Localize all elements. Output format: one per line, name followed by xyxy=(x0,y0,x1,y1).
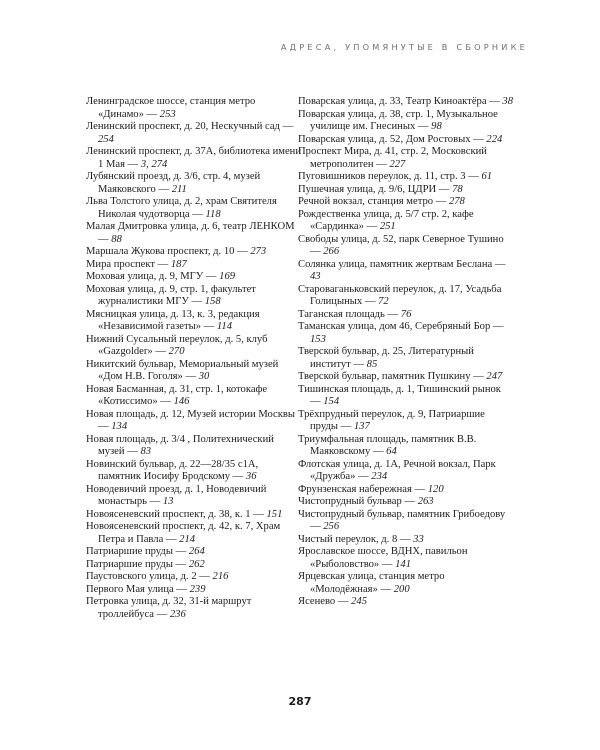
entry-pages: 245 xyxy=(351,596,367,607)
entry-pages: 83 xyxy=(140,446,152,457)
entry-pages: 151 xyxy=(266,508,283,520)
entry-pages: 216 xyxy=(212,571,229,582)
entry-address: Малая Дмитровка улица, д. 6, театр ЛЕНКОМ — xyxy=(86,221,295,245)
index-entry xyxy=(298,534,513,547)
entry-address: Новоясеневский проспект, д. 42, к. 7, Храм Петра и Павла — xyxy=(86,521,281,545)
entry-pages: 247 xyxy=(486,371,503,382)
entry-pages: 253 xyxy=(159,108,176,120)
entry-address: Флотская улица, д. 1А, Речной вокзал, Парк «Дружба» — xyxy=(298,458,496,482)
entry-address: Новая Басманная, д. 31, стр. 1, котокафе «Котиссимо» — xyxy=(86,383,268,407)
index-entry xyxy=(86,259,301,272)
entry-address: Новинский бульвар, д. 22—28/35 с1А, памятник Иосифу Бродскому — xyxy=(86,458,259,482)
entry-pages: 262 xyxy=(188,558,205,570)
index-entry xyxy=(86,484,301,509)
index-entry xyxy=(298,234,513,259)
entry-pages: 224 xyxy=(486,133,503,145)
entry-pages: 120 xyxy=(427,483,444,495)
entry-address: Староваганьковский переулок, д. 17, Усадьба Голицыных — xyxy=(298,283,502,307)
entry-pages: 64 xyxy=(386,446,397,457)
entry-address: Речной вокзал, станция метро — xyxy=(298,196,449,207)
index-entry xyxy=(298,309,513,322)
entry-pages: 266 xyxy=(323,246,340,257)
entry-address: Первого Мая улица — xyxy=(86,583,190,595)
index-entry xyxy=(298,259,513,284)
index-entry xyxy=(298,409,513,434)
entry-pages: 13 xyxy=(162,496,174,507)
entry-address: Мясницкая улица, д. 13, к. 3, редакция «Независимой газеты» — xyxy=(86,308,260,332)
entry-address: Патриаршие пруды — xyxy=(86,546,189,557)
index-entry xyxy=(298,596,513,609)
entry-pages: 169 xyxy=(219,271,236,282)
entry-pages: 154 xyxy=(323,396,340,407)
index-entry xyxy=(86,284,301,309)
entry-pages: 72 xyxy=(378,296,389,307)
entry-address: Новоясеневский проспект, д. 38, к. 1 — xyxy=(86,508,267,520)
index-entry xyxy=(86,459,301,484)
entry-address: Поварская улица, д. 38, стр. 1, Музыкальное училище им. Гнесиных — xyxy=(298,108,498,132)
entry-address: Солянка улица, памятник жертвам Беслана — xyxy=(298,258,506,270)
entry-address: Петровка улица, д. 32, 31-й маршрут троллейбуса — xyxy=(86,596,252,620)
index-entry xyxy=(298,284,513,309)
entry-pages: 38 xyxy=(502,96,514,107)
entry-pages: 3, 274 xyxy=(140,158,168,170)
entry-address: Таманская улица, дом 46, Серебряный Бор — xyxy=(298,321,504,332)
index-entry xyxy=(298,371,513,384)
entry-pages: 141 xyxy=(395,558,412,570)
entry-pages: 214 xyxy=(179,533,196,545)
entry-address: Новая площадь, д. 3/4 , Политехнический музей — xyxy=(86,433,274,457)
running-header: АДРЕСА, УПОМЯНУТЫЕ В СБОРНИКЕ xyxy=(280,42,528,52)
index-entry xyxy=(298,384,513,409)
entry-pages: 273 xyxy=(250,246,267,257)
entry-address: Тверской бульвар, д. 25, Литературный институт — xyxy=(298,346,474,370)
entry-pages: 278 xyxy=(448,196,465,207)
entry-pages: 256 xyxy=(323,521,340,532)
entry-address: Паустовского улица, д. 2 — xyxy=(86,571,213,582)
entry-address: Маршала Жукова проспект, д. 10 — xyxy=(86,246,251,257)
entry-address: Ярцевская улица, станция метро «Молодёжная» — xyxy=(298,571,445,595)
index-entry xyxy=(86,196,301,221)
index-entry xyxy=(298,209,513,234)
entry-address: Новая площадь, д. 12, Музей истории Москвы — xyxy=(86,408,296,432)
entry-pages: 76 xyxy=(400,308,412,320)
entry-pages: 61 xyxy=(481,171,493,182)
index-entry xyxy=(86,121,301,146)
entry-pages: 264 xyxy=(188,546,205,557)
index-entry xyxy=(86,409,301,434)
entry-pages: 254 xyxy=(98,133,114,145)
index-entry xyxy=(298,321,513,346)
entry-pages: 251 xyxy=(379,221,396,232)
entry-address: Фрунзенская набережная — xyxy=(298,483,428,495)
entry-address: Моховая улица, д. 9, МГУ — xyxy=(86,271,220,282)
index-entry xyxy=(86,521,301,546)
index-entry xyxy=(86,221,301,246)
entry-pages: 263 xyxy=(417,496,434,507)
entry-pages: 146 xyxy=(173,396,190,407)
index-entry xyxy=(86,359,301,384)
entry-address: Поварская улица, д. 52, Дом Ростовых — xyxy=(298,133,487,145)
entry-address: Ленинский проспект, д. 20, Нескучный сад — xyxy=(86,121,294,132)
index-entry xyxy=(298,346,513,371)
entry-address: Рождественка улица, д. 5/7 стр. 2, кафе «Сардинка» — xyxy=(298,208,474,232)
entry-address: Новодевичий проезд, д. 1, Новодевичий монастырь — xyxy=(86,483,267,507)
entry-address: Чистопрудный бульвар — xyxy=(298,496,418,507)
entry-address: Пуговишников переулок, д. 11, стр. 3 — xyxy=(298,171,482,182)
index-entry xyxy=(86,171,301,196)
entry-address: Льва Толстого улица, д. 2, храм Святителя Николая чудотворца — xyxy=(86,196,277,220)
entry-address: Проспект Мира, д. 41, стр. 2, Московский метрополитен — xyxy=(298,146,487,170)
index-entry xyxy=(86,546,301,559)
index-entry xyxy=(86,271,301,284)
entry-address: Свободы улица, д. 52, парк Северное Тушино — xyxy=(298,233,504,257)
entry-address: Триумфальная площадь, памятник В.В. Маяковскому — xyxy=(298,433,477,457)
index-entry xyxy=(298,134,513,147)
entry-address: Моховая улица, д. 9, стр. 1, факультет журналистики МГУ — xyxy=(86,283,256,307)
entry-address: Лубянский проезд, д. 3/6, стр. 4, музей Маяковского — xyxy=(86,171,261,195)
index-entry xyxy=(86,584,301,597)
index-entry xyxy=(86,334,301,359)
entry-pages: 158 xyxy=(204,296,221,307)
entry-pages: 227 xyxy=(389,158,406,170)
index-entry xyxy=(86,96,301,121)
entry-address: Мира проспект — xyxy=(86,258,171,270)
index-column-left xyxy=(86,96,301,621)
index-entry xyxy=(86,434,301,459)
index-entry xyxy=(298,459,513,484)
entry-pages: 211 xyxy=(171,183,187,195)
entry-pages: 30 xyxy=(198,371,210,382)
entry-pages: 85 xyxy=(366,358,378,370)
index-entry xyxy=(86,146,301,171)
entry-address: Поварская улица, д. 33, Театр Киноактёра — xyxy=(298,96,503,107)
index-entry xyxy=(86,571,301,584)
index-entry xyxy=(298,196,513,209)
entry-address: Трёхпрудный переулок, д. 9, Патриаршие пруды — xyxy=(298,408,485,432)
entry-pages: 239 xyxy=(189,583,206,595)
entry-pages: 234 xyxy=(371,471,388,482)
entry-pages: 137 xyxy=(353,421,370,432)
index-column-right xyxy=(298,96,513,609)
index-entry xyxy=(298,484,513,497)
entry-address: Ясенево — xyxy=(298,596,352,607)
entry-pages: 78 xyxy=(452,183,463,195)
entry-pages: 153 xyxy=(310,333,326,345)
entry-pages: 187 xyxy=(170,258,187,270)
index-entry xyxy=(298,96,513,109)
index-entry xyxy=(86,309,301,334)
entry-pages: 134 xyxy=(111,421,128,432)
index-entry xyxy=(86,509,301,522)
index-entry xyxy=(298,571,513,596)
entry-address: Ярославское шоссе, ВДНХ, павильон «Рыболовство» — xyxy=(298,546,468,570)
entry-address: Ленинградское шоссе, станция метро «Динамо» — xyxy=(86,96,256,120)
index-entry xyxy=(298,546,513,571)
entry-address: Тверской бульвар, памятник Пушкину — xyxy=(298,371,487,382)
index-entry xyxy=(298,509,513,534)
entry-pages: 270 xyxy=(168,346,185,357)
entry-pages: 36 xyxy=(245,471,257,482)
index-entry xyxy=(86,246,301,259)
index-entry xyxy=(86,384,301,409)
entry-address: Чистый переулок, д. 8 — xyxy=(298,533,414,545)
entry-address: Ленинский проспект, д. 37А, библиотека имени 1 Мая — xyxy=(86,146,302,170)
entry-address: Никитский бульвар, Мемориальный музей «Дом Н.В. Гоголя» — xyxy=(86,358,279,382)
entry-pages: 236 xyxy=(169,608,186,620)
entry-pages: 118 xyxy=(205,208,221,220)
entry-address: Тишинская площадь, д. 1, Тишинский рынок — xyxy=(298,383,501,407)
entry-pages: 114 xyxy=(216,321,233,332)
index-entry xyxy=(298,184,513,197)
index-entry xyxy=(298,434,513,459)
page-number: 287 xyxy=(288,695,312,708)
entry-address: Патриаршие пруды — xyxy=(86,558,189,570)
entry-address: Нижний Сусальный переулок, д. 5, клуб «Gazgolder» — xyxy=(86,333,268,357)
index-entry xyxy=(298,496,513,509)
entry-pages: 98 xyxy=(431,121,442,132)
entry-pages: 33 xyxy=(413,533,424,545)
entry-address: Чистопрудный бульвар, памятник Грибоедову — xyxy=(298,508,506,532)
index-entry xyxy=(86,596,301,621)
index-entry xyxy=(298,146,513,171)
entry-address: Пушечная улица, д. 9/6, ЦДРИ — xyxy=(298,183,453,195)
index-entry xyxy=(298,171,513,184)
entry-pages: 43 xyxy=(310,271,321,282)
index-entry xyxy=(298,109,513,134)
index-entry xyxy=(86,559,301,572)
entry-pages: 88 xyxy=(111,233,122,245)
entry-address: Таганская площадь — xyxy=(298,308,401,320)
entry-pages: 200 xyxy=(393,583,410,595)
